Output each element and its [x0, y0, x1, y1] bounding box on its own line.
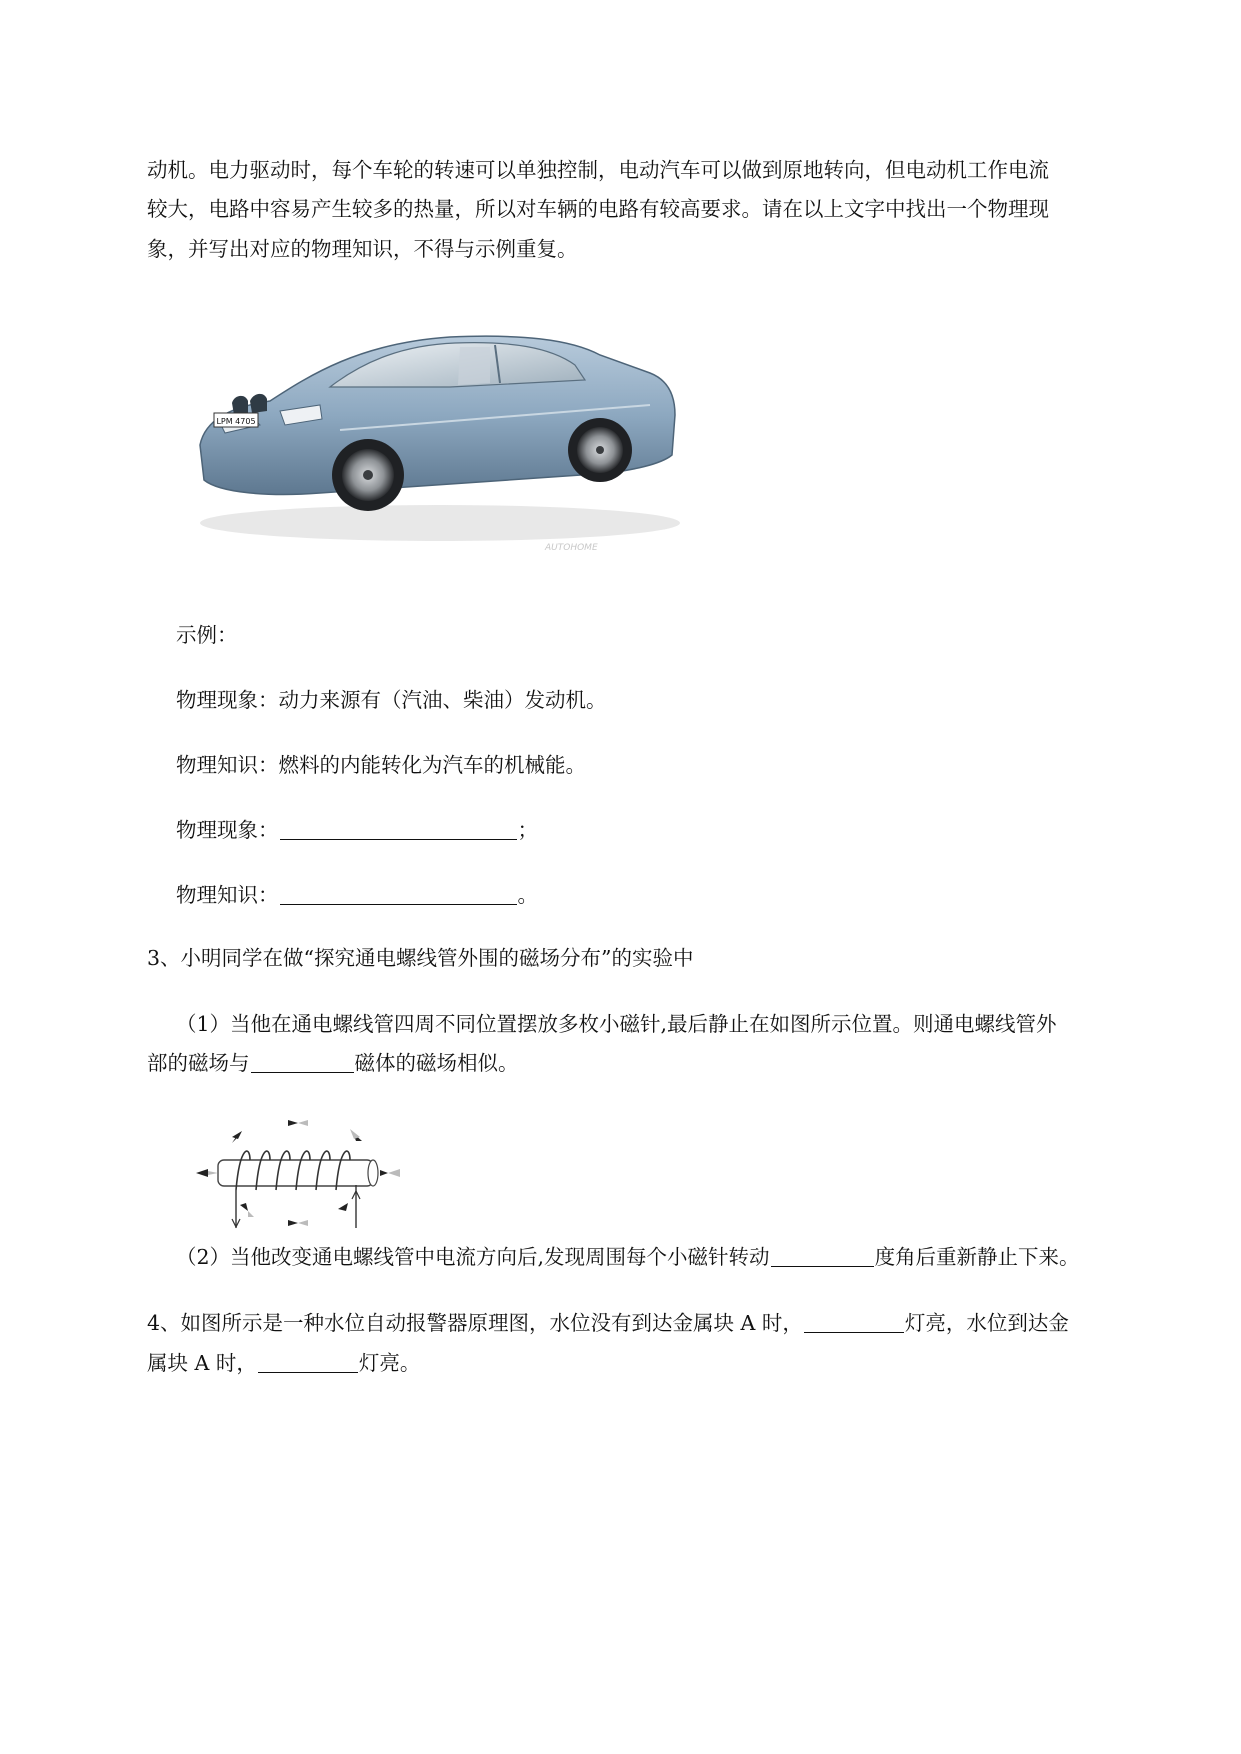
answer-knowledge-label: 物理知识： [176, 883, 279, 907]
q4-line-2 [147, 1349, 420, 1377]
q4-blank-2[interactable] [258, 1352, 358, 1373]
license-plate: LPM 4705 [216, 417, 256, 426]
q3-part1-prefix: 部的磁场与 [147, 1051, 250, 1075]
example-knowledge: 物理知识：燃料的内能转化为汽车的机械能。 [176, 753, 586, 777]
answer-phenomenon-label: 物理现象： [176, 818, 279, 842]
q4-blank-1[interactable] [804, 1312, 904, 1333]
q3-part2-blank[interactable] [771, 1246, 874, 1267]
q4-line-1 [147, 1309, 1069, 1337]
q3-part2-prefix: （2）当他改变通电螺线管中电流方向后,发现周围每个小磁针转动 [176, 1245, 770, 1269]
electric-car-image [190, 325, 700, 565]
svg-text:AUTOHOME: AUTOHOME [545, 543, 598, 553]
q3-part1-line-2 [147, 1049, 519, 1077]
period: 。 [517, 883, 538, 907]
q3-title: 3、小明同学在做“探究通电螺线管外围的磁场分布”的实验中 [147, 946, 694, 970]
example-label: 示例： [176, 623, 238, 647]
semicolon: ； [517, 818, 538, 842]
q3-part2-line [176, 1243, 1080, 1271]
q4-line2-prefix: 属块 A 时， [147, 1351, 257, 1375]
q3-part1-suffix: 磁体的磁场相似。 [354, 1051, 519, 1075]
q3-part2-suffix: 度角后重新静止下来。 [874, 1245, 1080, 1269]
q3-part1-line-1: （1）当他在通电螺线管四周不同位置摆放多枚小磁针,最后静止在如图所示位置。则通电螺线管外 [176, 1012, 1057, 1036]
answer-knowledge-blank[interactable] [280, 884, 517, 905]
q4-line1-prefix: 4、如图所示是一种水位自动报警器原理图，水位没有到达金属块 A 时， [147, 1311, 803, 1335]
q2-paragraph-line-1: 动机。电力驱动时，每个车轮的转速可以单独控制，电动汽车可以做到原地转向，但电动机工作电流 [147, 158, 1049, 182]
example-phenomenon: 物理现象：动力来源有（汽油、柴油）发动机。 [176, 688, 607, 712]
solenoid-diagram [188, 1115, 418, 1235]
answer-phenomenon-blank[interactable] [280, 819, 517, 840]
answer-phenomenon-line [176, 816, 538, 844]
q2-paragraph-line-3: 象，并写出对应的物理知识，不得与示例重复。 [147, 237, 578, 261]
q4-line1-suffix: 灯亮，水位到达金 [904, 1311, 1069, 1335]
q2-paragraph-line-2: 较大，电路中容易产生较多的热量，所以对车辆的电路有较高要求。请在以上文字中找出一个物理现 [147, 197, 1049, 221]
q4-line2-suffix: 灯亮。 [358, 1351, 421, 1375]
q3-part1-blank[interactable] [251, 1052, 354, 1073]
answer-knowledge-line [176, 881, 538, 909]
